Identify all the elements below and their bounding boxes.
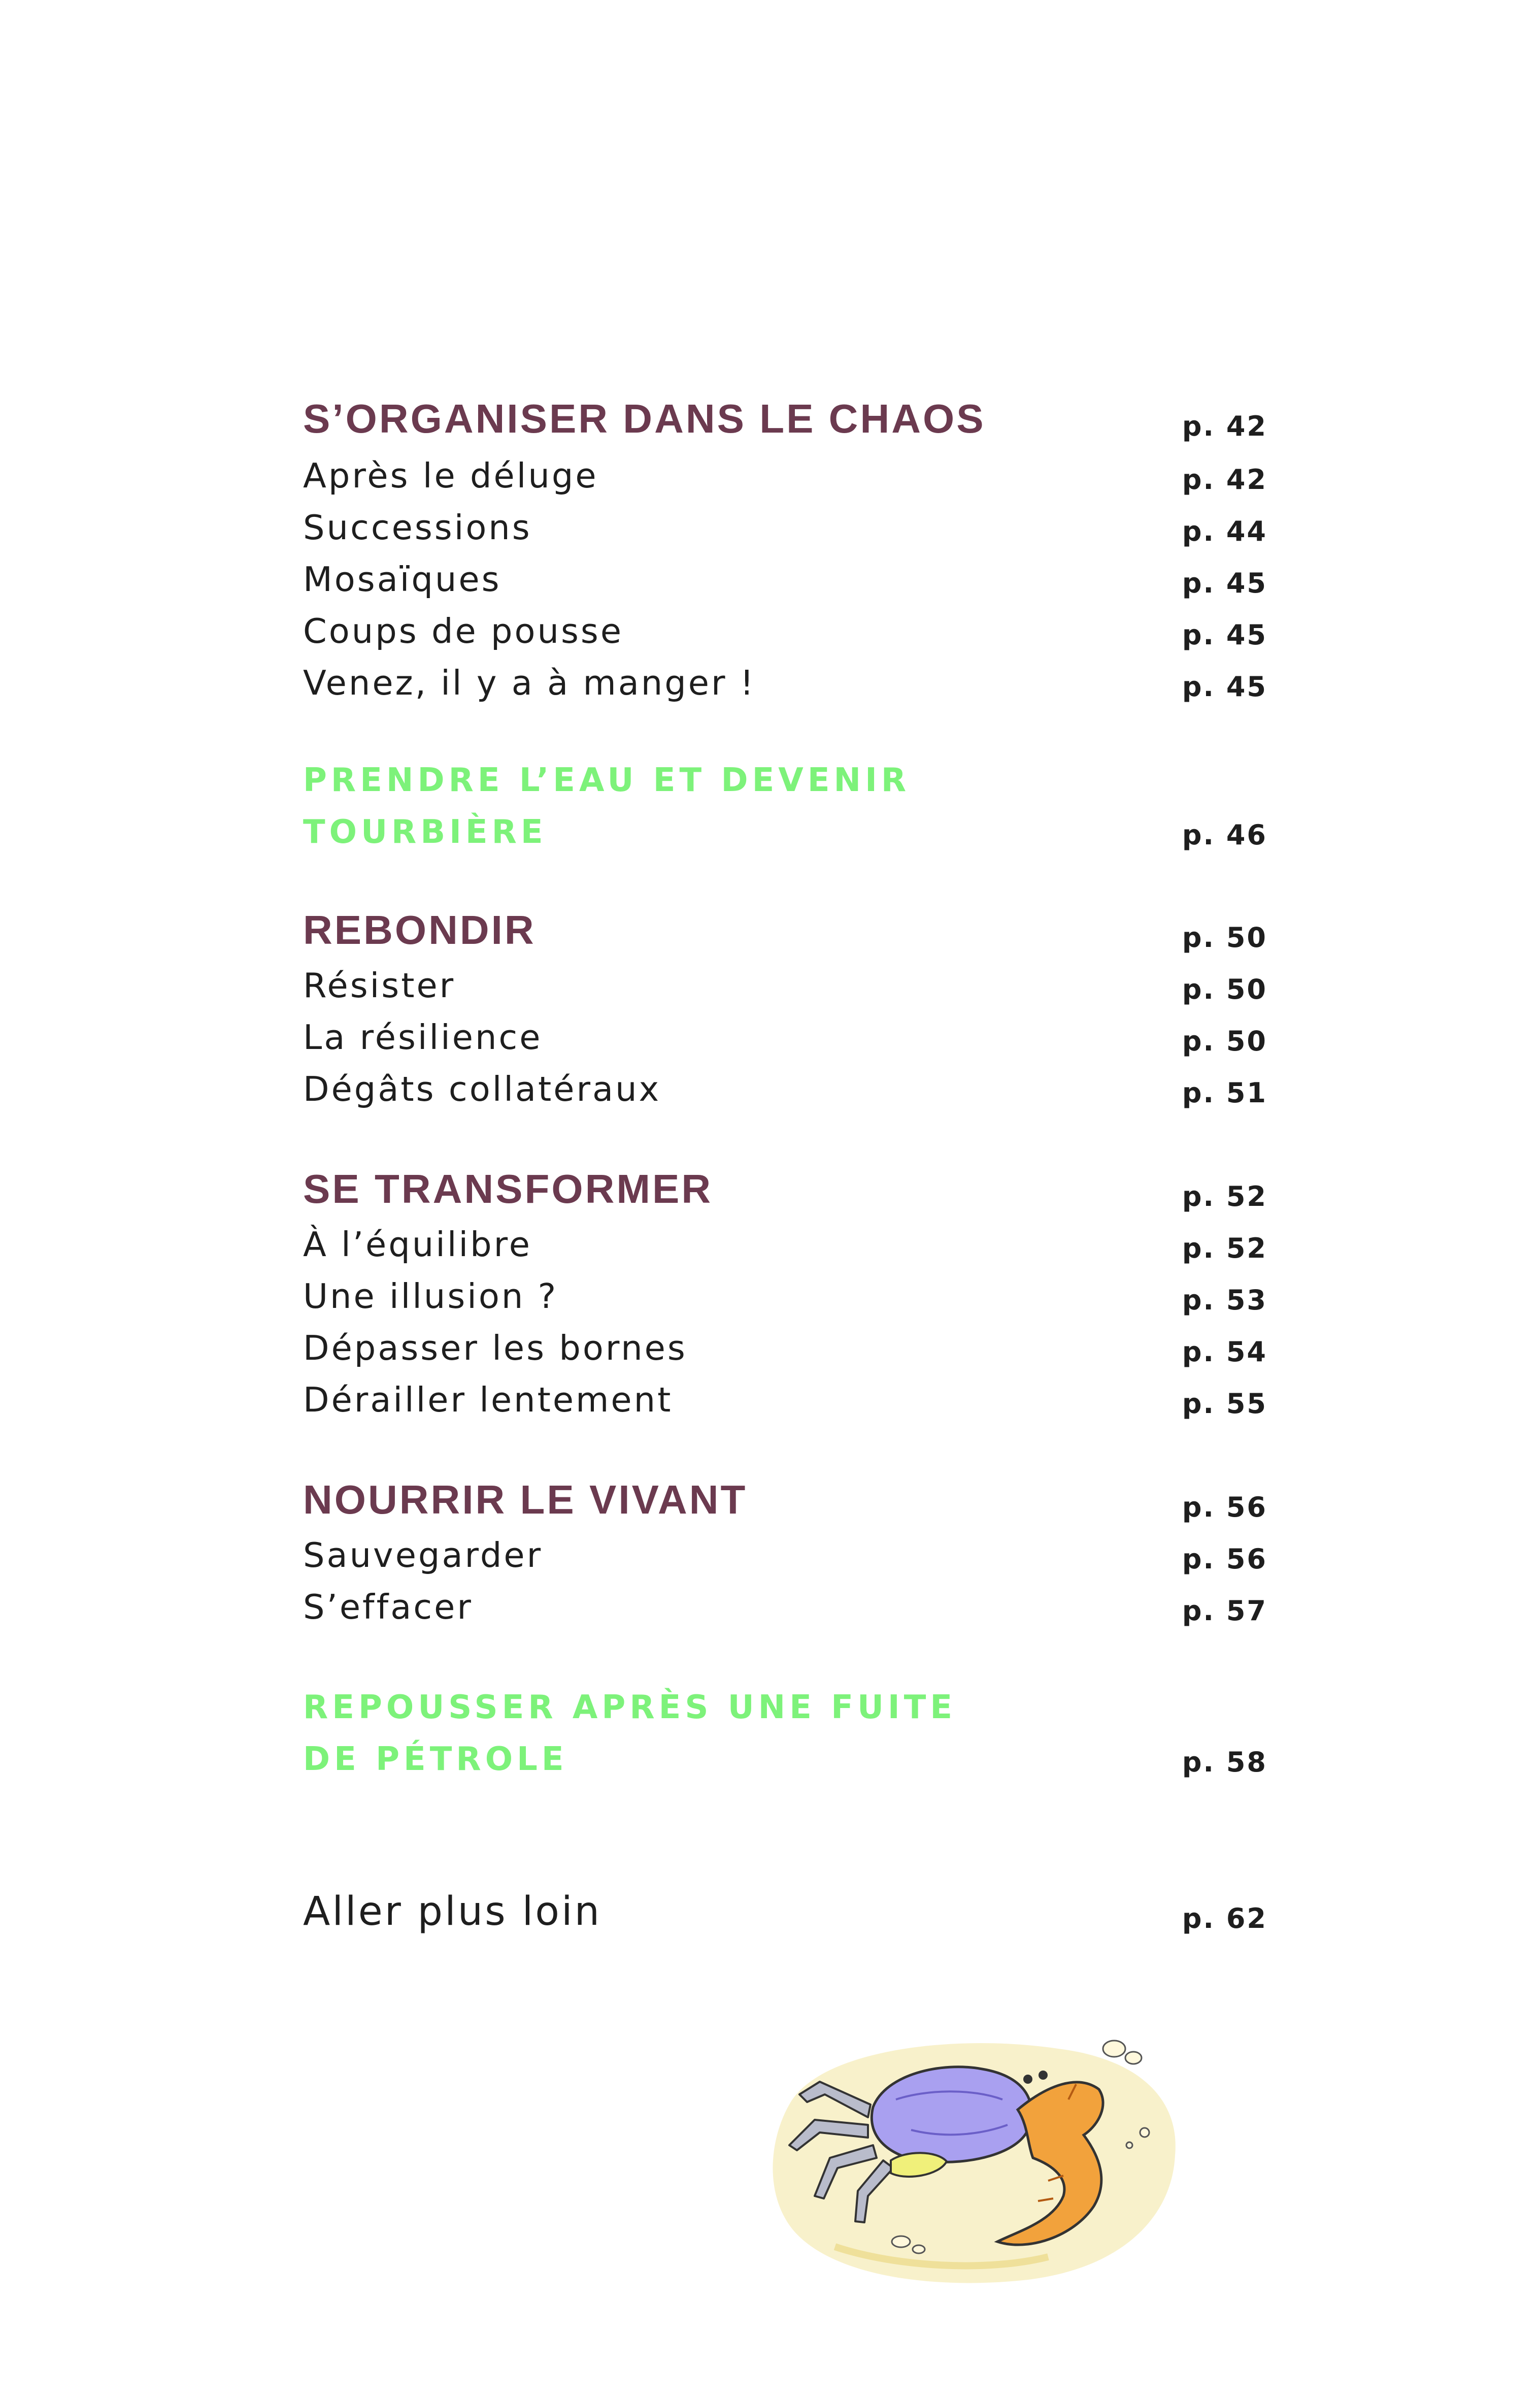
entry-label: À l’équilibre bbox=[303, 1225, 532, 1264]
section-heading[interactable] bbox=[303, 393, 1267, 449]
section-title: NOURRIR LE VIVANT bbox=[303, 1477, 748, 1522]
entry-label: Dépasser les bornes bbox=[303, 1328, 687, 1368]
entry-label: Venez, il y a à manger ! bbox=[303, 663, 756, 703]
page-number: p. 55 bbox=[1182, 1388, 1267, 1420]
page-number: p. 54 bbox=[1182, 1336, 1267, 1368]
toc-entry[interactable] bbox=[303, 1060, 1267, 1116]
section-heading[interactable] bbox=[303, 1474, 1267, 1530]
entry-label: Aller plus loin bbox=[303, 1889, 602, 1934]
section-title: SE TRANSFORMER bbox=[303, 1166, 713, 1211]
toc-entry[interactable] bbox=[303, 1008, 1267, 1064]
entry-label: Successions bbox=[303, 508, 532, 547]
toc-entry[interactable] bbox=[303, 1216, 1267, 1271]
entry-label: Une illusion ? bbox=[303, 1276, 558, 1316]
toc-entry[interactable] bbox=[303, 499, 1267, 554]
toc-entry[interactable] bbox=[303, 1526, 1267, 1582]
section-title: S’ORGANISER DANS LE CHAOS bbox=[303, 396, 986, 441]
green-heading-line-2[interactable] bbox=[303, 1729, 1267, 1785]
page-number: p. 45 bbox=[1182, 619, 1267, 651]
page-number: p. 46 bbox=[1182, 819, 1267, 851]
section-heading[interactable] bbox=[303, 905, 1267, 961]
toc-entry[interactable] bbox=[303, 602, 1267, 658]
green-title: REPOUSSER APRÈS UNE FUITE bbox=[303, 1689, 957, 1726]
page-number: p. 53 bbox=[1182, 1284, 1267, 1316]
entry-label: La résilience bbox=[303, 1018, 543, 1057]
section-heading[interactable] bbox=[303, 1164, 1267, 1220]
entry-label: Mosaïques bbox=[303, 560, 501, 599]
page-number: p. 52 bbox=[1182, 1232, 1267, 1264]
page-number: p. 44 bbox=[1182, 515, 1267, 547]
section-title: REBONDIR bbox=[303, 907, 536, 953]
page-number: p. 45 bbox=[1182, 671, 1267, 703]
toc-entry[interactable] bbox=[303, 957, 1267, 1012]
green-title: TOURBIÈRE bbox=[303, 813, 547, 851]
entry-label: Dérailler lentement bbox=[303, 1380, 673, 1420]
toc-entry[interactable] bbox=[303, 1319, 1267, 1375]
green-heading-line-1[interactable] bbox=[303, 1678, 1267, 1733]
green-heading-line-1[interactable] bbox=[303, 750, 1267, 806]
page-number: p. 45 bbox=[1182, 567, 1267, 599]
page-number: p. 52 bbox=[1182, 1180, 1267, 1212]
green-title: PRENDRE L’EAU ET DEVENIR bbox=[303, 762, 911, 799]
toc-entry[interactable] bbox=[303, 447, 1267, 503]
page-number: p. 42 bbox=[1182, 464, 1267, 496]
toc-entry[interactable] bbox=[303, 654, 1267, 710]
green-heading-line-2[interactable] bbox=[303, 802, 1267, 858]
page-number: p. 50 bbox=[1182, 973, 1267, 1005]
entry-label: Résister bbox=[303, 966, 456, 1005]
entry-label: S’effacer bbox=[303, 1587, 473, 1627]
entry-label: Coups de pousse bbox=[303, 611, 624, 651]
page-number: p. 58 bbox=[1182, 1746, 1267, 1778]
entry-label: Sauvegarder bbox=[303, 1535, 543, 1575]
toc-entry-aller-plus-loin[interactable] bbox=[303, 1886, 1267, 1942]
page-number: p. 50 bbox=[1182, 922, 1267, 954]
toc-entry[interactable] bbox=[303, 1371, 1267, 1427]
page-number: p. 57 bbox=[1182, 1595, 1267, 1627]
toc-entry[interactable] bbox=[303, 550, 1267, 606]
toc-entry[interactable] bbox=[303, 1578, 1267, 1634]
page-number: p. 62 bbox=[1182, 1902, 1267, 1934]
page-number: p. 56 bbox=[1182, 1543, 1267, 1575]
entry-label: Dégâts collatéraux bbox=[303, 1069, 661, 1109]
page-number: p. 56 bbox=[1182, 1491, 1267, 1523]
green-title: DE PÉTROLE bbox=[303, 1741, 568, 1778]
page-number: p. 50 bbox=[1182, 1025, 1267, 1057]
page-number: p. 42 bbox=[1182, 410, 1267, 442]
crab-illustration bbox=[744, 2028, 1190, 2292]
page-number: p. 51 bbox=[1182, 1077, 1267, 1109]
entry-label: Après le déluge bbox=[303, 456, 598, 496]
toc-entry[interactable] bbox=[303, 1267, 1267, 1323]
